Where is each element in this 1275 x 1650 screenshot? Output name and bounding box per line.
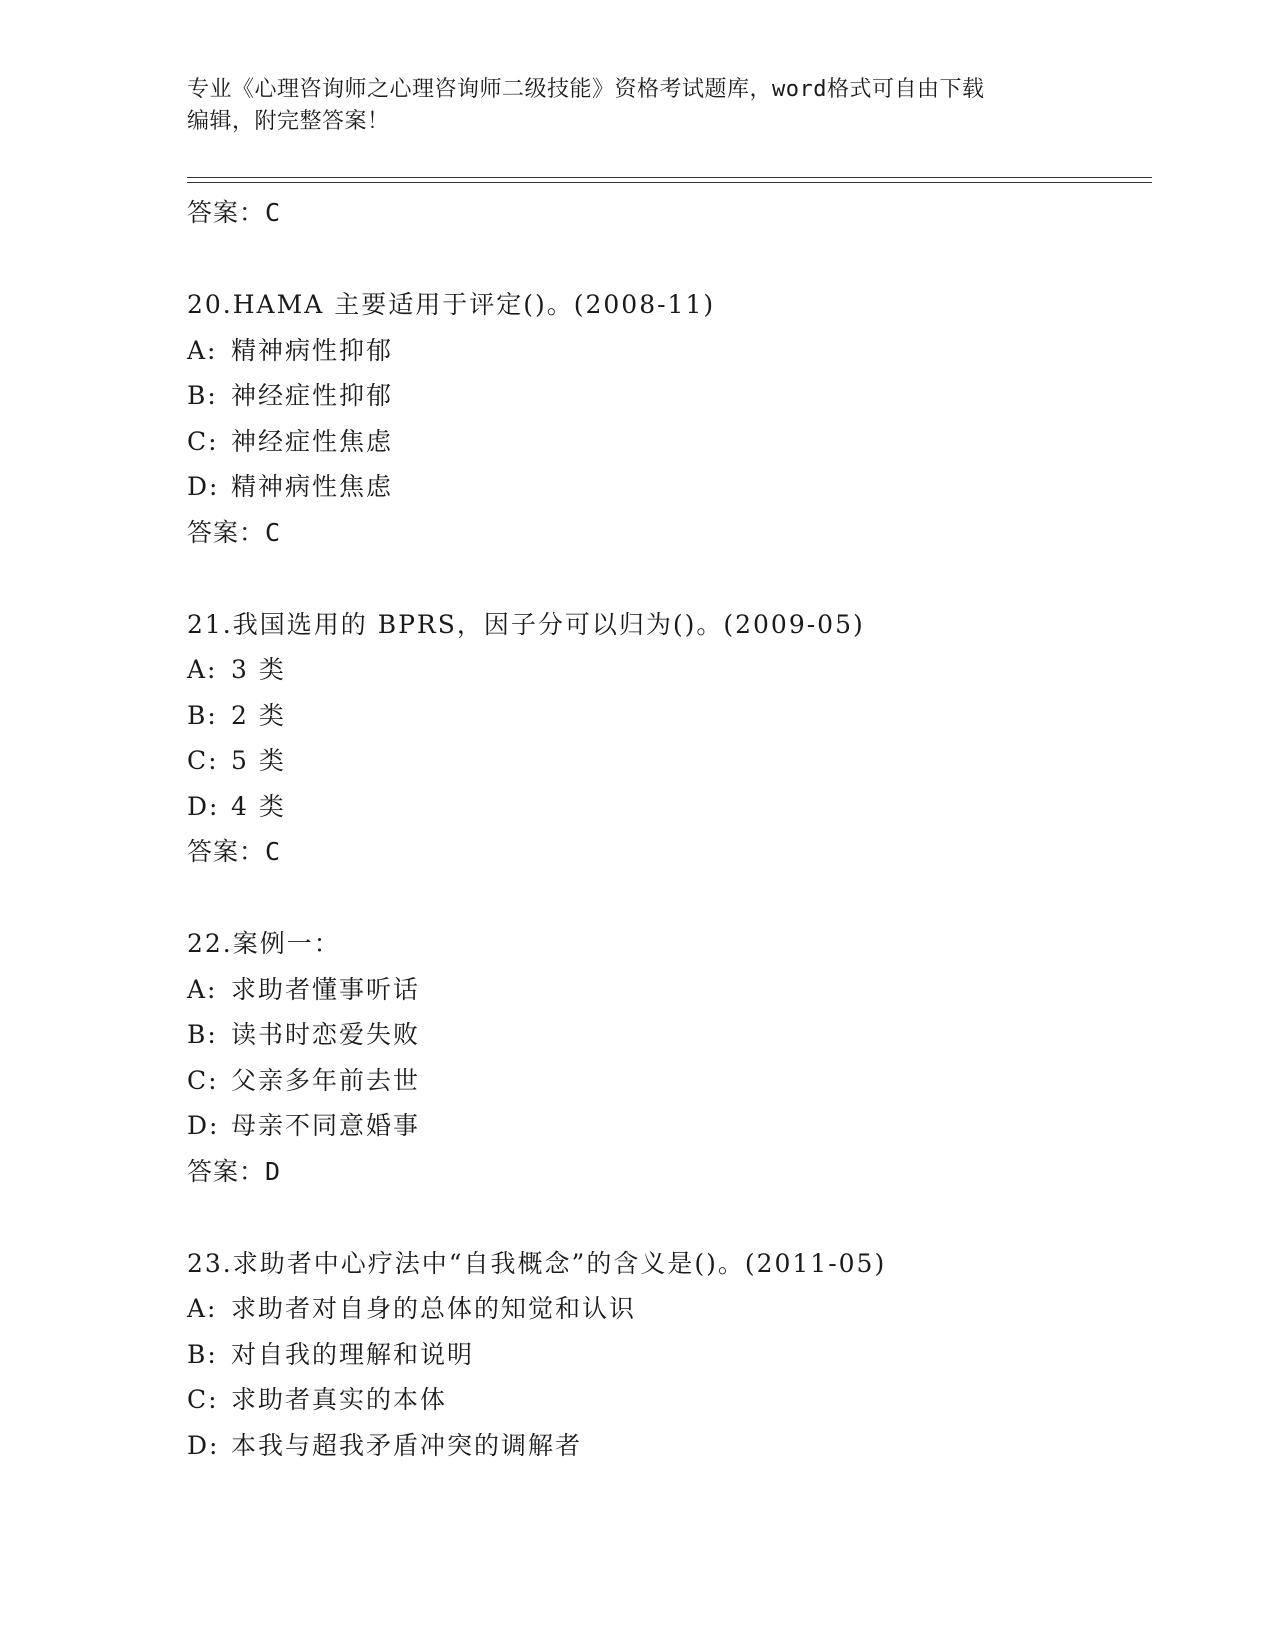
option-letter: D: [187,791,220,821]
option-letter: A: [187,655,218,684]
option-text: 求助者懂事听话 [231,974,421,1004]
option-text: 5 类 [231,746,286,775]
option-text: 对自我的理解和说明 [231,1339,475,1369]
option-letter: A: [187,1294,218,1323]
option-text: 读书时恋爱失败 [231,1020,421,1049]
option-letter: A: [187,974,218,1004]
option-b [187,1332,1152,1378]
question-stem: 21.我国选用的 BPRS，因子分可以归为()。(2009-05) [187,609,865,639]
question-block [187,602,1152,875]
question-list [187,190,1152,1468]
option-c [187,1058,1152,1104]
option-a [187,328,1152,374]
option-text: 父亲多年前去世 [231,1065,421,1095]
option-text: 本我与超我矛盾冲突的调解者 [231,1430,583,1460]
option-d [187,784,1152,830]
option-text: 3 类 [231,655,286,684]
question-stem: 22.案例一： [187,929,341,958]
header-divider-bottom [187,182,1152,183]
option-letter: B: [187,381,218,410]
answer-line: 答案：D [187,1156,282,1186]
option-letter: A: [187,335,218,365]
option-letter: C: [187,746,219,775]
answer-line: 答案：C [187,837,282,866]
header-line-1: 专业《心理咨询师之心理咨询师二级技能》资格考试题库，word格式可自由下载 [187,77,985,102]
option-text: 4 类 [231,791,286,821]
option-letter: B: [187,700,218,730]
option-text: 精神病性焦虑 [231,472,394,501]
option-text: 2 类 [231,700,286,730]
option-letter: B: [187,1020,218,1049]
option-text: 母亲不同意婚事 [231,1111,421,1140]
answer-line: 答案：C [187,517,282,547]
option-b [187,693,1152,739]
option-b [187,373,1152,419]
option-letter: C: [187,1065,219,1095]
document-header [187,74,1087,138]
option-text: 精神病性抑郁 [231,335,394,365]
option-text: 神经症性焦虑 [231,426,394,456]
question-stem: 23.求助者中心疗法中“自我概念”的含义是()。(2011-05) [187,1248,887,1278]
option-b [187,1012,1152,1058]
option-a [187,1286,1152,1332]
question-block [187,282,1152,555]
question-block [187,921,1152,1194]
option-d [187,1103,1152,1149]
option-text: 求助者真实的本体 [231,1385,448,1414]
question-block [187,1241,1152,1469]
option-c [187,738,1152,784]
option-d [187,464,1152,510]
option-letter: C: [187,426,219,456]
option-text: 求助者对自身的总体的知觉和认识 [231,1294,637,1323]
option-letter: D: [187,1111,220,1140]
option-letter: C: [187,1385,219,1414]
option-a [187,967,1152,1013]
option-d [187,1423,1152,1469]
option-c [187,1377,1152,1423]
option-text: 神经症性抑郁 [231,381,394,410]
option-a [187,647,1152,693]
answer-line: 答案：C [187,198,282,227]
header-divider-top [187,177,1152,178]
option-letter: D: [187,472,220,501]
header-line-2: 编辑，附完整答案！ [187,109,390,134]
option-letter: D: [187,1430,220,1460]
question-stem: 20.HAMA 主要适用于评定()。(2008-11) [187,290,716,319]
option-c [187,419,1152,465]
option-letter: B: [187,1339,218,1369]
